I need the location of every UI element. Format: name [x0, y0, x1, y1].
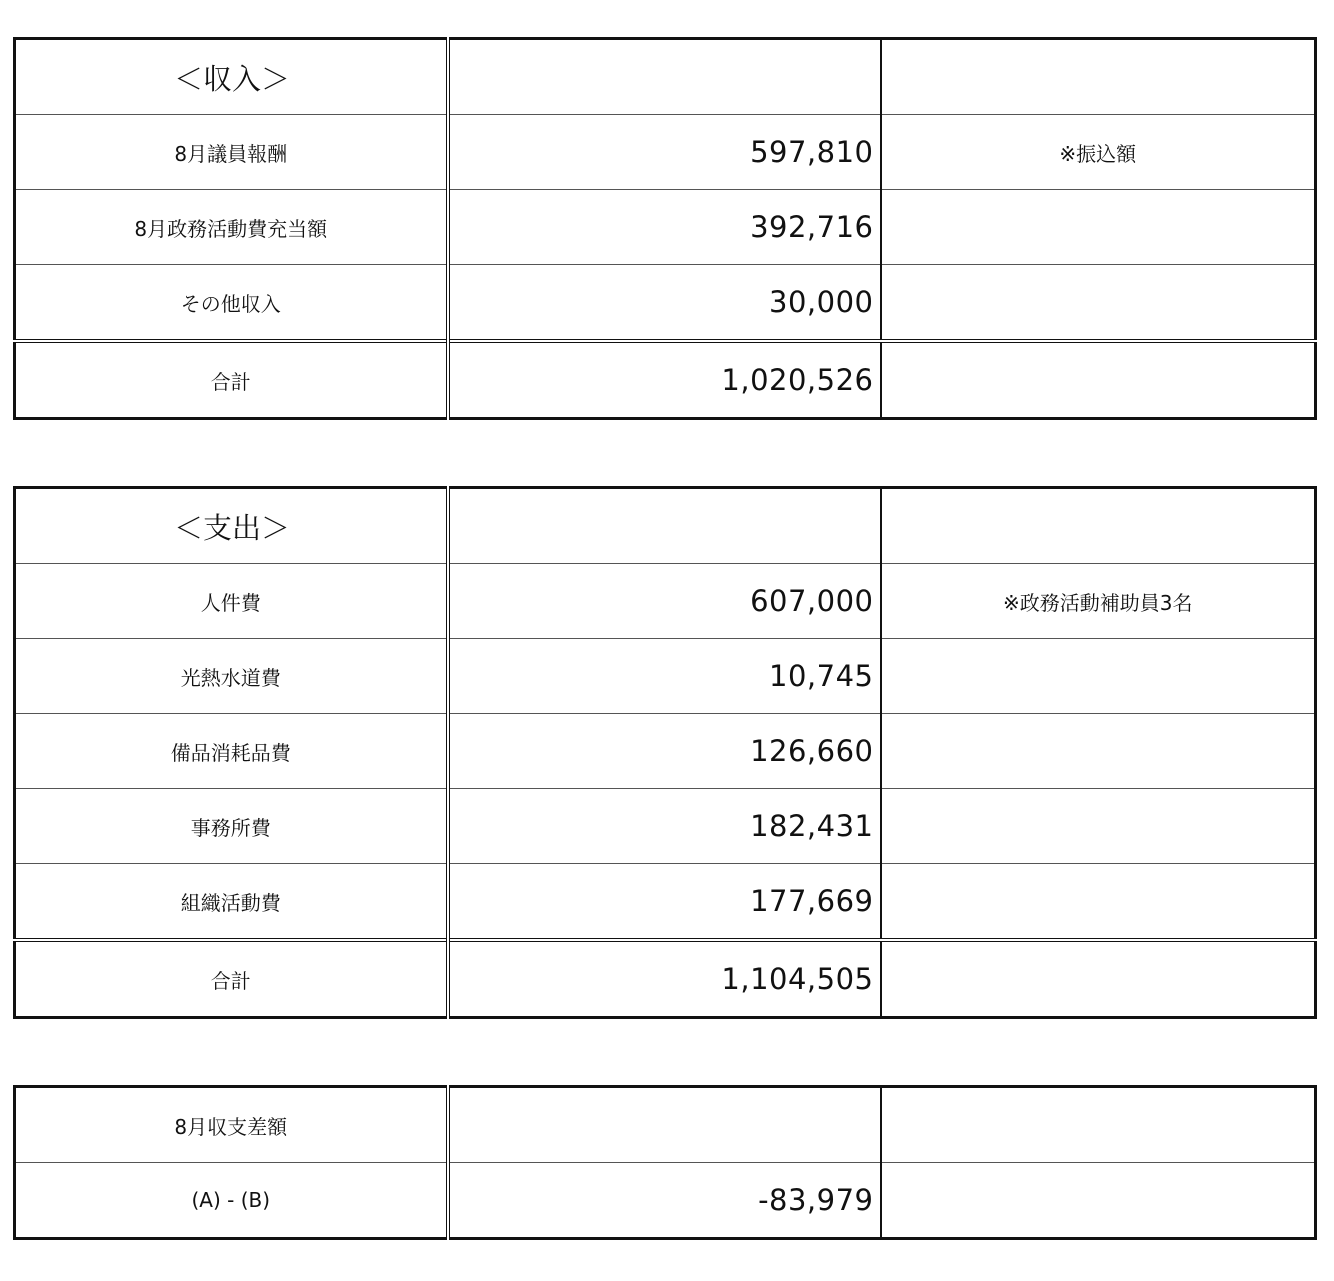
- balance-value-row: [15, 1163, 1316, 1239]
- income-total-row: [15, 341, 1316, 419]
- income-total-label: 合計: [15, 341, 448, 419]
- income-heading: ＜収入＞: [15, 39, 448, 115]
- expense-row-amount: 177,669: [448, 864, 881, 941]
- table-row: [15, 789, 1316, 864]
- income-row-label: その他収入: [15, 265, 448, 342]
- balance-formula-label: (A) - (B): [15, 1163, 448, 1239]
- income-total-note: [881, 341, 1316, 419]
- balance-heading-row: [15, 1087, 1316, 1163]
- expense-row-label: 人件費: [15, 564, 448, 639]
- income-heading-row: [15, 39, 1316, 115]
- balance-table: [13, 1085, 1317, 1240]
- table-row: [15, 864, 1316, 941]
- income-row-amount: 597,810: [448, 115, 881, 190]
- expense-table: [13, 486, 1317, 1019]
- expense-row-label: 事務所費: [15, 789, 448, 864]
- expense-row-note: [881, 714, 1316, 789]
- income-row-amount: 392,716: [448, 190, 881, 265]
- table-row: [15, 564, 1316, 639]
- income-row-label: 8月議員報酬: [15, 115, 448, 190]
- table-row: [15, 190, 1316, 265]
- balance-note-cell: [881, 1163, 1316, 1239]
- expense-row-amount: 607,000: [448, 564, 881, 639]
- income-heading-note-cell: [881, 39, 1316, 115]
- expense-row-amount: 126,660: [448, 714, 881, 789]
- balance-label: 8月収支差額: [15, 1087, 448, 1163]
- expense-row-amount: 10,745: [448, 639, 881, 714]
- expense-heading: ＜支出＞: [15, 488, 448, 564]
- balance-heading-amount-cell: [448, 1087, 881, 1163]
- income-row-amount: 30,000: [448, 265, 881, 342]
- expense-row-label: 組織活動費: [15, 864, 448, 941]
- expense-row-note: [881, 639, 1316, 714]
- table-row: [15, 115, 1316, 190]
- income-row-label: 8月政務活動費充当額: [15, 190, 448, 265]
- expense-heading-note-cell: [881, 488, 1316, 564]
- expense-row-label: 光熱水道費: [15, 639, 448, 714]
- income-row-note: [881, 190, 1316, 265]
- expense-total-row: [15, 940, 1316, 1018]
- income-heading-amount-cell: [448, 39, 881, 115]
- expense-row-note: ※政務活動補助員3名: [881, 564, 1316, 639]
- expense-row-note: [881, 789, 1316, 864]
- expense-heading-row: [15, 488, 1316, 564]
- expense-row-note: [881, 864, 1316, 941]
- income-total-amount: 1,020,526: [448, 341, 881, 419]
- expense-total-note: [881, 940, 1316, 1018]
- expense-row-amount: 182,431: [448, 789, 881, 864]
- table-row: [15, 265, 1316, 342]
- expense-row-label: 備品消耗品費: [15, 714, 448, 789]
- balance-heading-note-cell: [881, 1087, 1316, 1163]
- income-table: [13, 37, 1317, 420]
- income-row-note: ※振込額: [881, 115, 1316, 190]
- balance-amount: -83,979: [448, 1163, 881, 1239]
- expense-total-amount: 1,104,505: [448, 940, 881, 1018]
- table-row: [15, 639, 1316, 714]
- expense-heading-amount-cell: [448, 488, 881, 564]
- income-row-note: [881, 265, 1316, 342]
- table-row: [15, 714, 1316, 789]
- expense-total-label: 合計: [15, 940, 448, 1018]
